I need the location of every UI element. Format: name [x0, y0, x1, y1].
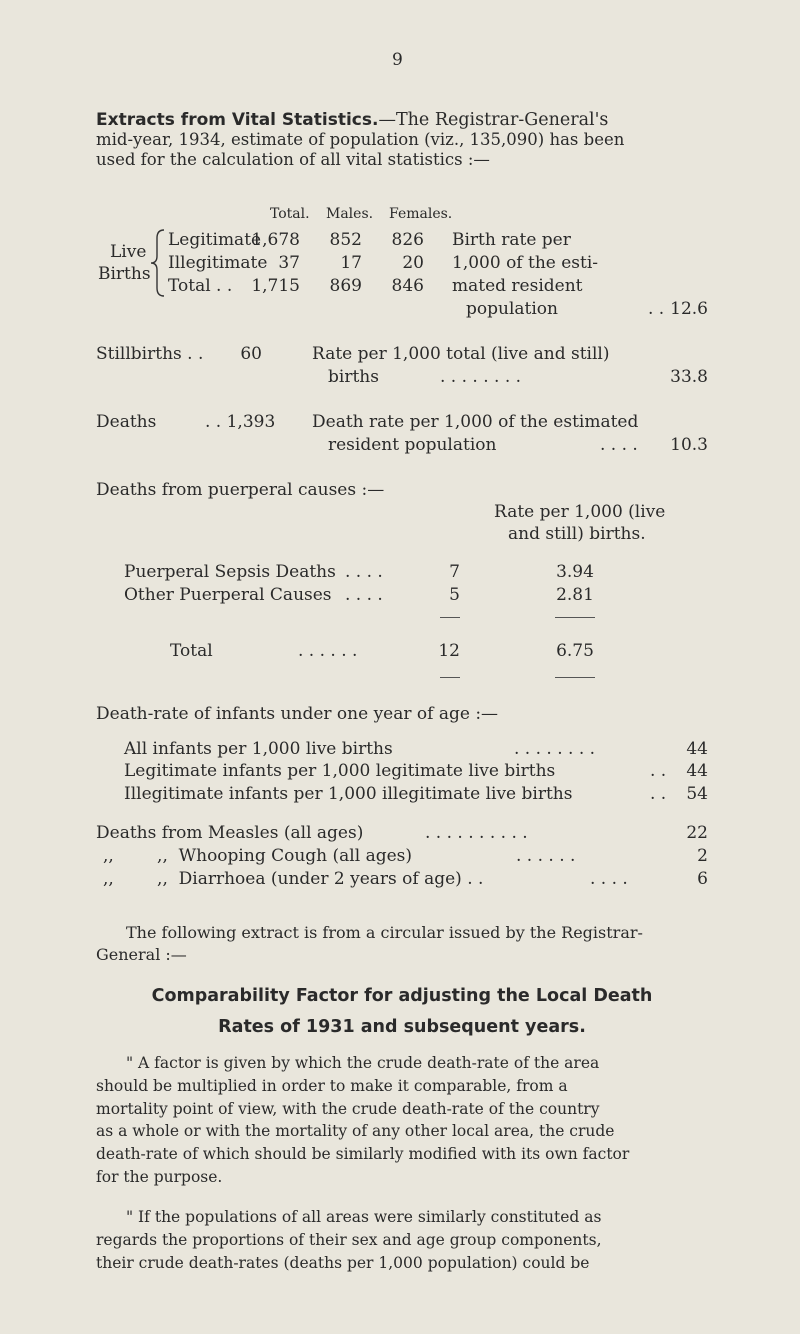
- death-rate-line-2: resident population: [328, 435, 497, 455]
- puerperal-row-other-dots: . . . .: [345, 585, 383, 605]
- death-rate-dots: . . . .: [600, 435, 638, 455]
- puerperal-row-sepsis-label: Puerperal Sepsis Deaths: [124, 562, 336, 582]
- births-row-illegitimate-total: 37: [278, 253, 300, 273]
- puerperal-row-other-label: Other Puerperal Causes: [124, 585, 332, 605]
- para2-line-3: their crude death-rates (deaths per 1,000 population) could be: [96, 1254, 590, 1272]
- count-total-rule: [440, 677, 460, 678]
- infant-row-illegitimate-value: 54: [686, 784, 708, 804]
- live-births-label-2: Births: [98, 264, 151, 284]
- disease-row-diarrhoea-value: 6: [697, 869, 708, 889]
- stillbirths-rate-line-2: births: [328, 367, 379, 387]
- disease-row-whooping-label: ,, ,, Whooping Cough (all ages): [103, 846, 413, 866]
- disease-row-whooping-dots: . . . . . .: [516, 846, 576, 866]
- header-females: Females.: [389, 206, 453, 222]
- infant-row-legitimate-dots: . .: [650, 761, 667, 781]
- page-number: 9: [392, 50, 403, 70]
- puerperal-rate-header-1: Rate per 1,000 (live: [494, 502, 666, 522]
- disease-row-whooping-value: 2: [697, 846, 708, 866]
- infant-row-all-label: All infants per 1,000 live births: [124, 739, 393, 759]
- death-rate-line-1: Death rate per 1,000 of the estimated: [312, 412, 639, 432]
- puerperal-row-other-count: 5: [449, 585, 460, 605]
- stillbirths-count: 60: [240, 344, 262, 364]
- puerperal-rate-header-2: and still) births.: [508, 524, 646, 544]
- para2-line-2: regards the proportions of their sex and age group components,: [96, 1231, 602, 1249]
- infant-row-all-dots: . . . . . . . .: [514, 739, 596, 759]
- births-row-illegitimate-label: Illegitimate: [168, 253, 268, 273]
- birth-rate-line-2: 1,000 of the esti-: [452, 253, 599, 273]
- count-subtotal-rule: [440, 617, 460, 618]
- disease-row-diarrhoea-dots: . . . .: [590, 869, 628, 889]
- puerperal-row-other-rate: 2.81: [556, 585, 594, 605]
- infant-row-illegitimate-dots: . .: [650, 784, 667, 804]
- infant-row-illegitimate-label: Illegitimate infants per 1,000 illegitimate live births: [124, 784, 573, 804]
- comparability-title-2: Rates of 1931 and subsequent years.: [218, 1017, 586, 1037]
- circular-line-2: General :—: [96, 945, 187, 964]
- puerperal-total-rate: 6.75: [556, 641, 594, 661]
- death-rate-value: 10.3: [670, 435, 708, 455]
- para1-line-5: death-rate of which should be similarly modified with its own factor: [96, 1145, 630, 1163]
- infant-row-all-value: 44: [686, 739, 708, 759]
- intro-line-1-rest: —The Registrar-General's: [378, 110, 609, 130]
- stillbirths-rate-line-1: Rate per 1,000 total (live and still): [312, 344, 610, 364]
- intro-line-3: used for the calculation of all vital statistics :—: [96, 150, 490, 169]
- para1-line-4: as a whole or with the mortality of any other local area, the crude: [96, 1122, 615, 1140]
- puerperal-row-sepsis-dots: . . . .: [345, 562, 383, 582]
- births-row-total-males: 869: [329, 276, 362, 296]
- disease-row-measles-value: 22: [686, 823, 708, 843]
- intro-line-2: mid-year, 1934, estimate of population (viz., 135,090) has been: [96, 130, 625, 149]
- puerperal-row-sepsis-count: 7: [449, 562, 460, 582]
- infant-row-legitimate-value: 44: [686, 761, 708, 781]
- birth-rate-dots: . .: [648, 299, 665, 319]
- deaths-count: . . 1,393: [205, 412, 276, 432]
- para1-line-6: for the purpose.: [96, 1168, 223, 1186]
- birth-rate-line-4: population: [466, 299, 558, 319]
- para1-line-3: mortality point of view, with the crude death-rate of the country: [96, 1100, 600, 1118]
- puerperal-heading: Deaths from puerperal causes :—: [96, 480, 385, 500]
- header-males: Males.: [326, 206, 374, 222]
- births-row-illegitimate-males: 17: [340, 253, 362, 273]
- header-total: Total.: [270, 206, 310, 222]
- infant-heading: Death-rate of infants under one year of age :—: [96, 704, 499, 724]
- births-row-total-total: 1,715: [251, 276, 300, 296]
- stillbirths-label: Stillbirths . .: [96, 344, 204, 364]
- rate-total-rule: [555, 677, 595, 678]
- births-row-legitimate-males: 852: [329, 230, 362, 250]
- puerperal-total-dots: . . . . . .: [298, 641, 358, 661]
- intro-line-1: [96, 110, 608, 130]
- births-row-total-females: 846: [391, 276, 424, 296]
- births-row-illegitimate-females: 20: [402, 253, 424, 273]
- stillbirths-rate-value: 33.8: [670, 367, 708, 387]
- infant-row-legitimate-label: Legitimate infants per 1,000 legitimate live births: [124, 761, 556, 781]
- para1-line-1: " A factor is given by which the crude death-rate of the area: [126, 1054, 600, 1072]
- disease-row-measles-label: Deaths from Measles (all ages): [96, 823, 364, 843]
- rate-subtotal-rule: [555, 617, 595, 618]
- section-heading: Extracts from Vital Statistics.: [96, 110, 379, 130]
- births-row-legitimate-females: 826: [391, 230, 424, 250]
- disease-row-diarrhoea-label: ,, ,, Diarrhoea (under 2 years of age) . .: [103, 869, 484, 889]
- puerperal-row-sepsis-rate: 3.94: [556, 562, 594, 582]
- birth-rate-line-3: mated resident: [452, 276, 583, 296]
- para1-line-2: should be multiplied in order to make it comparable, from a: [96, 1077, 568, 1095]
- stillbirths-dots: . . . . . . . .: [440, 367, 522, 387]
- puerperal-total-label: Total: [170, 641, 213, 661]
- comparability-title-1: Comparability Factor for adjusting the Local Death: [151, 986, 653, 1006]
- para2-line-1: " If the populations of all areas were similarly constituted as: [126, 1208, 602, 1226]
- brace: [150, 228, 166, 298]
- births-row-legitimate-total: 1,678: [251, 230, 300, 250]
- birth-rate-line-1: Birth rate per: [452, 230, 571, 250]
- births-row-legitimate-label: Legitimate: [168, 230, 262, 250]
- deaths-label: Deaths: [96, 412, 157, 432]
- disease-row-measles-dots: . . . . . . . . . .: [425, 823, 528, 843]
- puerperal-total-count: 12: [438, 641, 460, 661]
- circular-line-1: The following extract is from a circular issued by the Registrar-: [126, 923, 643, 942]
- births-row-total-label: Total . .: [168, 276, 233, 296]
- birth-rate-value: 12.6: [670, 299, 708, 319]
- live-births-label-1: Live: [110, 242, 147, 262]
